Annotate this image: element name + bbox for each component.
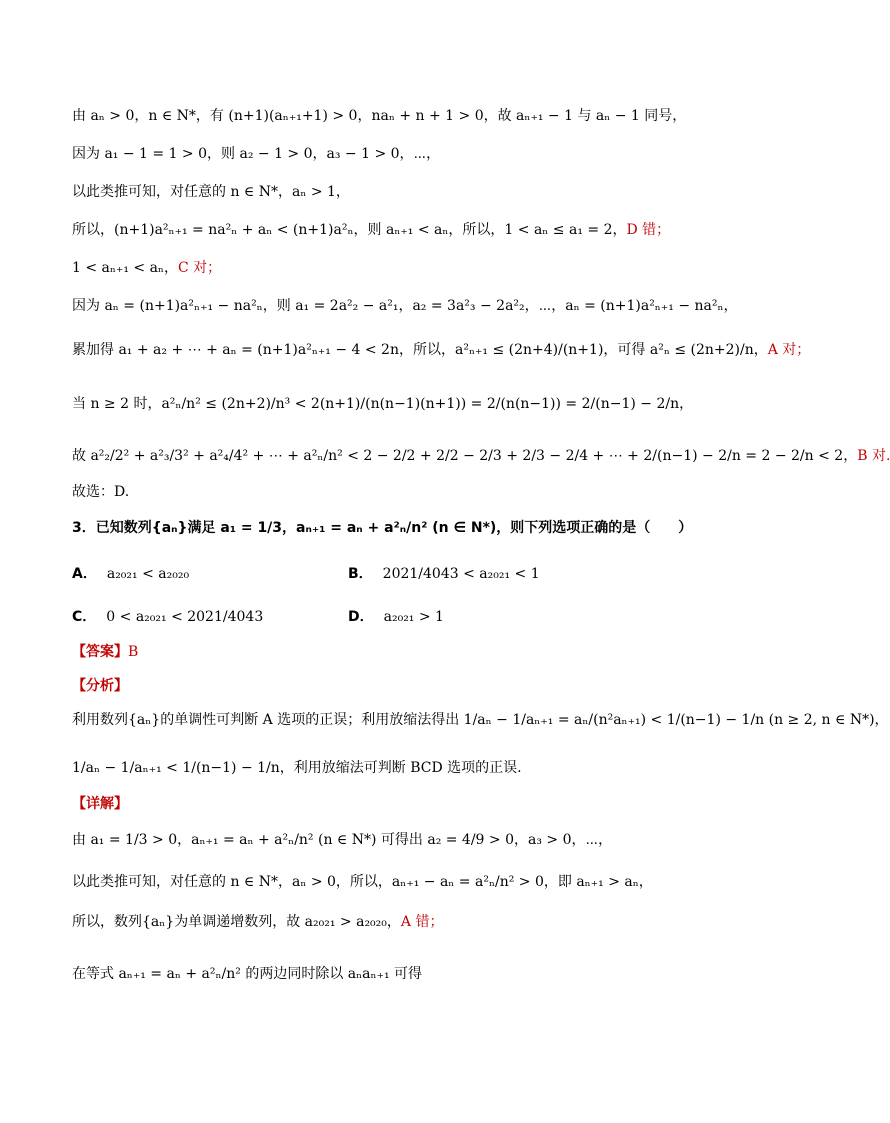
solution-line-3: 以此类推可知，对任意的 n ∈ N*，aₙ > 1， [72, 184, 350, 200]
detail-line-4: 在等式 aₙ₊₁ = aₙ + a²ₙ/n² 的两边同时除以 aₙaₙ₊₁ 可得 [72, 966, 423, 982]
question-stem [72, 518, 692, 538]
option-d-text: a₂₀₂₁ > 1 [383, 609, 444, 625]
detail-line-3-text: 所以，数列{aₙ}为单调递增数列，故 a₂₀₂₁ > a₂₀₂₀， [72, 914, 401, 930]
detail-tag: 【详解】 [72, 796, 128, 812]
solution-line-9-text: 故 a²₂/2² + a²₃/3² + a²₄/4² + ⋯ + a²ₙ/n² < 2 − 2/2 + 2/2 − 2/3 + 2/3 − 2/4 + ⋯ + 2/(n−1) − 2/n = 2 − 2/n < 2， [72, 448, 858, 464]
question-number: 3． [72, 520, 96, 536]
detail-line-3-verdict: A 错； [400, 914, 444, 930]
option-d-label: D． [348, 609, 374, 625]
solution-line-10: 故选：D. [72, 484, 130, 500]
option-a-label: A． [72, 566, 97, 582]
option-d [348, 606, 444, 626]
solution-line-6: 因为 aₙ = (n+1)a²ₙ₊₁ − na²ₙ，则 a₁ = 2a²₂ − a²₁，a₂ = 3a²₃ − 2a²₂，⋯，aₙ = (n+1)a²ₙ₊₁ − na²ₙ， [72, 298, 738, 314]
solution-line-1: 由 aₙ > 0，n ∈ N*，有 (n+1)(aₙ₊₁+1) > 0，naₙ + n + 1 > 0，故 aₙ₊₁ − 1 与 aₙ − 1 同号， [72, 108, 687, 124]
answer-tag: 【答案】 [72, 644, 128, 660]
answer-value: B [128, 644, 139, 660]
detail-line-1: 由 a₁ = 1/3 > 0，aₙ₊₁ = aₙ + a²ₙ/n² (n ∈ N*) 可得出 a₂ = 4/9 > 0，a₃ > 0，⋯， [72, 832, 613, 848]
analysis-line-1: 利用数列{aₙ}的单调性可判断 A 选项的正误；利用放缩法得出 1/aₙ − 1/aₙ₊₁ = aₙ/(n²aₙ₊₁) < 1/(n−1) − 1/n (n ≥ 2, n ∈ N*)， [72, 712, 889, 728]
option-b [348, 563, 540, 583]
option-a [72, 563, 189, 583]
solution-line-7-verdict: A 对； [767, 342, 811, 358]
solution-line-4 [72, 220, 670, 240]
option-c-text: 0 < a₂₀₂₁ < 2021/4043 [106, 609, 264, 625]
detail-tag-line [72, 794, 128, 814]
solution-line-4-text: 所以，(n+1)a²ₙ₊₁ = na²ₙ + aₙ < (n+1)a²ₙ，则 aₙ₊₁ < aₙ，所以，1 < aₙ ≤ a₁ = 2， [72, 222, 627, 238]
option-a-text: a₂₀₂₁ < a₂₀₂₀ [106, 566, 190, 582]
solution-line-8: 当 n ≥ 2 时，a²ₙ/n² ≤ (2n+2)/n³ < 2(n+1)/(n(n−1)(n+1)) = 2/(n(n−1)) = 2/(n−1) − 2/n， [72, 396, 694, 412]
analysis-line-2: 1/aₙ − 1/aₙ₊₁ < 1/(n−1) − 1/n，利用放缩法可判断 BCD 选项的正误. [72, 760, 522, 776]
option-b-label: B． [348, 566, 373, 582]
option-c [72, 606, 263, 626]
detail-line-2: 以此类推可知，对任意的 n ∈ N*，aₙ > 0，所以，aₙ₊₁ − aₙ = a²ₙ/n² > 0，即 aₙ₊₁ > aₙ， [72, 874, 653, 890]
solution-line-5-verdict: C 对； [177, 260, 222, 276]
solution-line-5 [72, 258, 221, 278]
answer-line [72, 642, 138, 662]
solution-line-9 [72, 446, 890, 466]
solution-line-7 [72, 340, 810, 360]
option-c-label: C． [72, 609, 97, 625]
analysis-tag-line [72, 676, 128, 696]
solution-line-4-verdict: D 错； [626, 222, 671, 238]
option-b-text: 2021/4043 < a₂₀₂₁ < 1 [382, 566, 540, 582]
solution-line-2: 因为 a₁ − 1 = 1 > 0，则 a₂ − 1 > 0，a₃ − 1 > 0，⋯， [72, 146, 441, 162]
solution-line-5-text: 1 < aₙ₊₁ < aₙ， [72, 260, 178, 276]
solution-line-7-text: 累加得 a₁ + a₂ + ⋯ + aₙ = (n+1)a²ₙ₊₁ − 4 < 2n，所以，a²ₙ₊₁ ≤ (2n+4)/(n+1)，可得 a²ₙ ≤ (2n+2)/n， [72, 342, 768, 358]
solution-line-9-verdict: B 对. [857, 448, 890, 464]
detail-line-3 [72, 912, 443, 932]
analysis-tag: 【分析】 [72, 678, 128, 694]
question-text: 已知数列{aₙ}满足 a₁ = 1/3，aₙ₊₁ = aₙ + a²ₙ/n² (n ∈ N*)，则下列选项正确的是（ ） [95, 520, 693, 536]
